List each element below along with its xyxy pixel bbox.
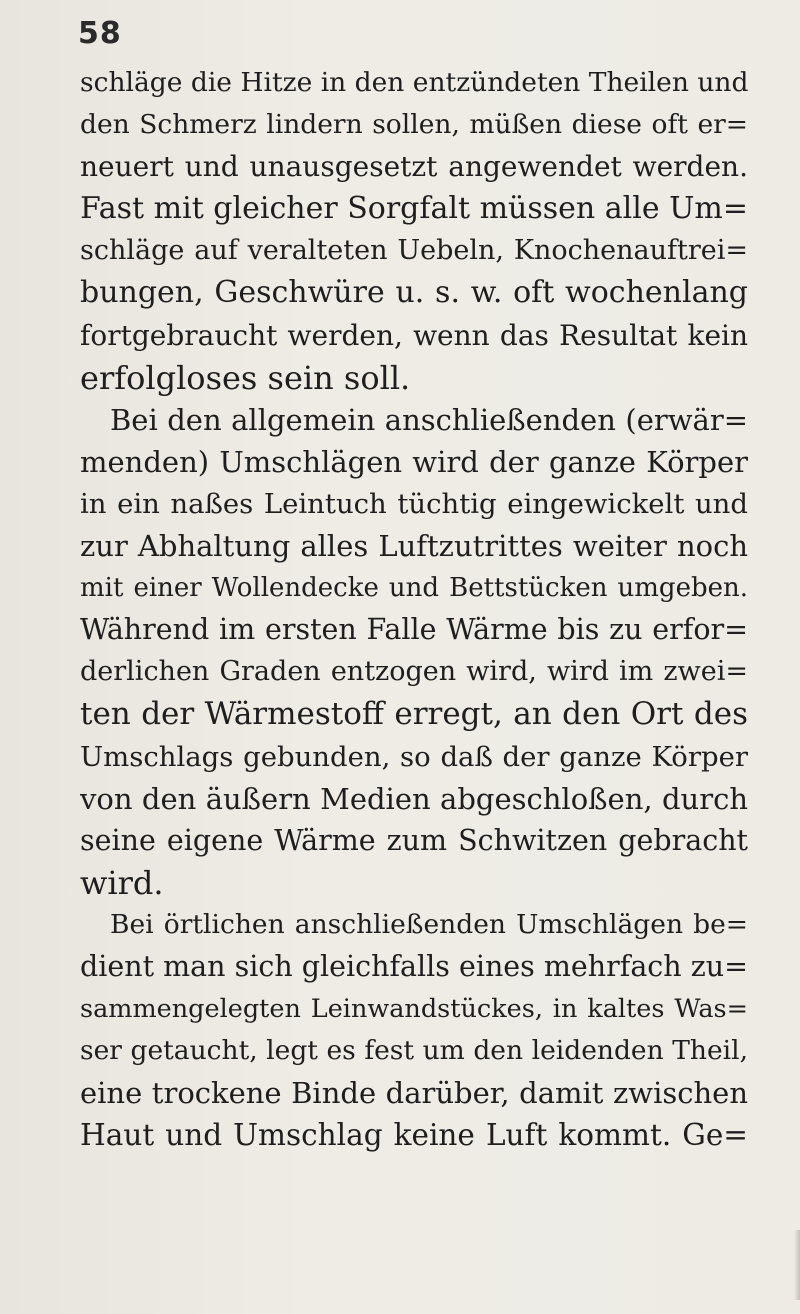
text-line: den Schmerz lindern sollen, müßen diese oft er= bbox=[80, 109, 748, 141]
text-line: fortgebraucht werden, wenn das Resultat kein bbox=[80, 318, 748, 352]
text-line: schläge auf veralteten Uebeln, Knochenauftrei= bbox=[80, 235, 748, 267]
text-line: bungen, Geschwüre u. s. w. oft wochenlang bbox=[80, 275, 748, 311]
text-line: in ein naßes Leintuch tüchtig eingewickelt und bbox=[80, 487, 748, 520]
text-line: eine trockene Binde darüber, damit zwischen bbox=[80, 1076, 748, 1111]
text-line: neuert und unausgesetzt angewendet werden. bbox=[80, 150, 748, 184]
text-line: menden) Umschlägen wird der ganze Körper bbox=[80, 444, 748, 479]
text-line: dient man sich gleichfalls eines mehrfach zu= bbox=[80, 949, 748, 983]
text-line: Umschlags gebunden, so daß der ganze Körper bbox=[80, 740, 748, 773]
text-line: Während im ersten Falle Wärme bis zu erfor= bbox=[80, 613, 748, 647]
text-line: schläge die Hitze in den entzündeten Theilen und bbox=[80, 67, 748, 98]
paragraph-start-line: Bei den allgemein anschließenden (erwär= bbox=[110, 402, 748, 437]
text-line: erfolgloses sein soll. bbox=[80, 358, 411, 397]
text-line: ten der Wärmestoff erregt, an den Ort des bbox=[80, 696, 748, 733]
body-text bbox=[80, 62, 748, 1156]
text-line: Haut und Umschlag keine Luft kommt. Ge= bbox=[80, 1118, 748, 1153]
text-line: seine eigene Wärme zum Schwitzen gebracht bbox=[80, 823, 748, 857]
page-number: 58 bbox=[78, 16, 122, 51]
text-line: Fast mit gleicher Sorgfalt müssen alle Um= bbox=[80, 191, 748, 227]
text-line: ser getaucht, legt es fest um den leidenden Theil, bbox=[80, 1035, 748, 1067]
paragraph-start-line: Bei örtlichen anschließenden Umschlägen be= bbox=[110, 908, 748, 940]
page-edge-shadow bbox=[794, 1230, 800, 1300]
text-line: sammengelegten Leinwandstückes, in kaltes Was= bbox=[80, 994, 748, 1025]
text-line: zur Abhaltung alles Luftzutrittes weiter noch bbox=[80, 529, 748, 564]
text-line: von den äußern Medien abgeschloßen, durch bbox=[80, 781, 748, 816]
text-line: wird. bbox=[80, 863, 164, 902]
text-line: mit einer Wollendecke und Bettstücken umgeben. bbox=[80, 573, 748, 604]
text-line: derlichen Graden entzogen wird, wird im zwei= bbox=[80, 656, 748, 688]
